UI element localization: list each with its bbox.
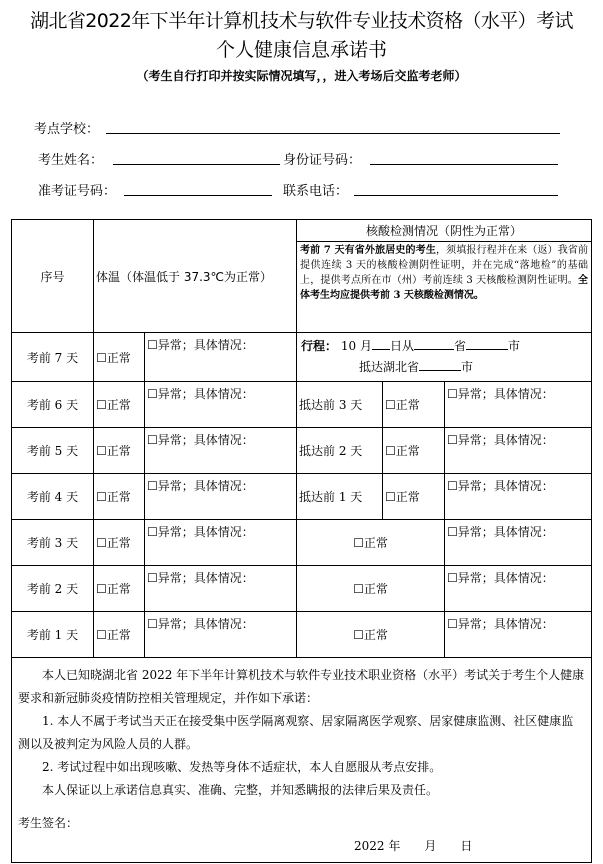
nucleic-normal-checkbox[interactable]: ☐正常 bbox=[383, 474, 445, 520]
id-label: 身份证号码： bbox=[283, 153, 362, 168]
temp-abnormal-checkbox[interactable]: ☐异常；具体情况： bbox=[145, 566, 297, 612]
phone-field[interactable] bbox=[354, 195, 558, 196]
desc-bold-2: 全体考生均应提供考前 3 天核酸检测情况。 bbox=[300, 275, 589, 301]
nucleic-abnormal-checkbox[interactable]: ☐异常；具体情况： bbox=[445, 612, 592, 658]
id-field[interactable] bbox=[370, 164, 558, 165]
seq-header: 序号 bbox=[12, 220, 94, 333]
temp-normal-checkbox[interactable]: ☐正常 bbox=[94, 428, 145, 474]
desc-text: ，须填报行程并在来（返）我省前提供连续 3 天的核酸检测阴性证明，并在完成“落地检”的基础上，提供考点所在市（州）考前连续 3 天核酸检测阴性证明。 bbox=[300, 245, 589, 286]
form-subtitle: 个人健康信息承诺书 bbox=[215, 39, 387, 61]
temp-header: 体温（体温低于 37.3℃为正常） bbox=[94, 220, 297, 333]
signature-label: 考生签名： bbox=[18, 816, 79, 830]
nucleic-normal-checkbox[interactable]: ☐正常 bbox=[383, 382, 445, 428]
pledge-item-1: 1. 本人不属于考试当天正在接受集中医学隔离观察、居家隔离医学观察、居家健康监测、社区健康监测以及被判定为风险人员的人群。 bbox=[18, 714, 574, 751]
nucleic-header: 核酸检测情况（阴性为正常） bbox=[297, 220, 592, 242]
nucleic-abnormal-checkbox[interactable]: ☐异常；具体情况： bbox=[445, 474, 592, 520]
temp-abnormal-checkbox[interactable]: ☐异常；具体情况： bbox=[145, 520, 297, 566]
temp-normal-checkbox[interactable]: ☐正常 bbox=[94, 612, 145, 658]
temp-abnormal-checkbox[interactable]: ☐异常；具体情况： bbox=[145, 474, 297, 520]
itinerary-cell: 行程： 10 月 日从 省 市 抵达湖北省 市 bbox=[297, 333, 592, 382]
ticket-label: 准考证号码： bbox=[38, 184, 117, 199]
form-title: 湖北省2022年下半年计算机技术与软件专业技术资格（水平）考试 bbox=[30, 10, 573, 32]
itin-day-field[interactable] bbox=[372, 337, 390, 350]
signature-date: 2022 年 月 日 bbox=[354, 839, 473, 853]
desc-bold-1: 考前 7 天有省外旅居史的考生 bbox=[300, 245, 436, 256]
temp-abnormal-checkbox[interactable]: ☐异常；具体情况： bbox=[145, 428, 297, 474]
health-table bbox=[11, 219, 592, 863]
pledge-intro: 本人已知晓湖北省 2022 年下半年计算机技术与软件专业技术职业资格（水平）考试关于考生个人健康要求和新冠肺炎疫情防控相关管理规定，并作如下承诺： bbox=[18, 668, 585, 705]
nucleic-normal-checkbox[interactable]: ☐正常 bbox=[297, 566, 445, 612]
temp-normal-checkbox[interactable]: ☐正常 bbox=[94, 566, 145, 612]
pledge-item-2: 2. 考试过程中如出现咳嗽、发热等身体不适症状，本人自愿服从考点安排。 bbox=[42, 760, 442, 774]
school-field[interactable] bbox=[106, 133, 560, 134]
temp-abnormal-checkbox[interactable]: ☐异常；具体情况： bbox=[145, 612, 297, 658]
pledge-assurance: 本人保证以上承诺信息真实、准确、完整，并知悉瞒报的法律后果及责任。 bbox=[42, 783, 439, 797]
nucleic-normal-checkbox[interactable]: ☐正常 bbox=[297, 520, 445, 566]
day-label: 考前 6 天 bbox=[12, 382, 94, 428]
name-label: 考生姓名： bbox=[38, 153, 104, 168]
nucleic-abnormal-checkbox[interactable]: ☐异常；具体情况： bbox=[445, 428, 592, 474]
day-label: 考前 3 天 bbox=[12, 520, 94, 566]
temp-abnormal-checkbox[interactable]: ☐异常；具体情况： bbox=[145, 333, 297, 382]
arrive-label: 抵达前 3 天 bbox=[297, 382, 383, 428]
nucleic-normal-checkbox[interactable]: ☐正常 bbox=[383, 428, 445, 474]
phone-label: 联系电话： bbox=[283, 184, 349, 199]
temp-normal-checkbox[interactable]: ☐正常 bbox=[94, 382, 145, 428]
nucleic-description bbox=[297, 242, 592, 333]
temp-normal-checkbox[interactable]: ☐正常 bbox=[94, 520, 145, 566]
itin-from-city-field[interactable] bbox=[466, 337, 508, 350]
arrive-label: 抵达前 2 天 bbox=[297, 428, 383, 474]
day-label: 考前 5 天 bbox=[12, 428, 94, 474]
nucleic-abnormal-checkbox[interactable]: ☐异常；具体情况： bbox=[445, 566, 592, 612]
instruction-note: （考生自行打印并按实际情况填写，，进入考场后交监考老师） bbox=[136, 69, 467, 83]
day-label: 考前 2 天 bbox=[12, 566, 94, 612]
pledge-section bbox=[12, 658, 592, 863]
itin-to-city-field[interactable] bbox=[419, 358, 461, 371]
school-label: 考点学校： bbox=[34, 122, 100, 137]
arrive-label: 抵达前 1 天 bbox=[297, 474, 383, 520]
temp-normal-checkbox[interactable]: ☐正常 bbox=[94, 474, 145, 520]
day-label: 考前 7 天 bbox=[12, 333, 94, 382]
temp-normal-checkbox[interactable]: ☐正常 bbox=[94, 333, 145, 382]
day-label: 考前 4 天 bbox=[12, 474, 94, 520]
nucleic-abnormal-checkbox[interactable]: ☐异常；具体情况： bbox=[445, 520, 592, 566]
itinerary-label: 行程： bbox=[301, 339, 338, 353]
ticket-field[interactable] bbox=[124, 195, 272, 196]
nucleic-normal-checkbox[interactable]: ☐正常 bbox=[297, 612, 445, 658]
nucleic-abnormal-checkbox[interactable]: ☐异常；具体情况： bbox=[445, 382, 592, 428]
name-field[interactable] bbox=[113, 164, 280, 165]
itin-from-province-field[interactable] bbox=[414, 337, 454, 350]
temp-abnormal-checkbox[interactable]: ☐异常；具体情况： bbox=[145, 382, 297, 428]
day-label: 考前 1 天 bbox=[12, 612, 94, 658]
